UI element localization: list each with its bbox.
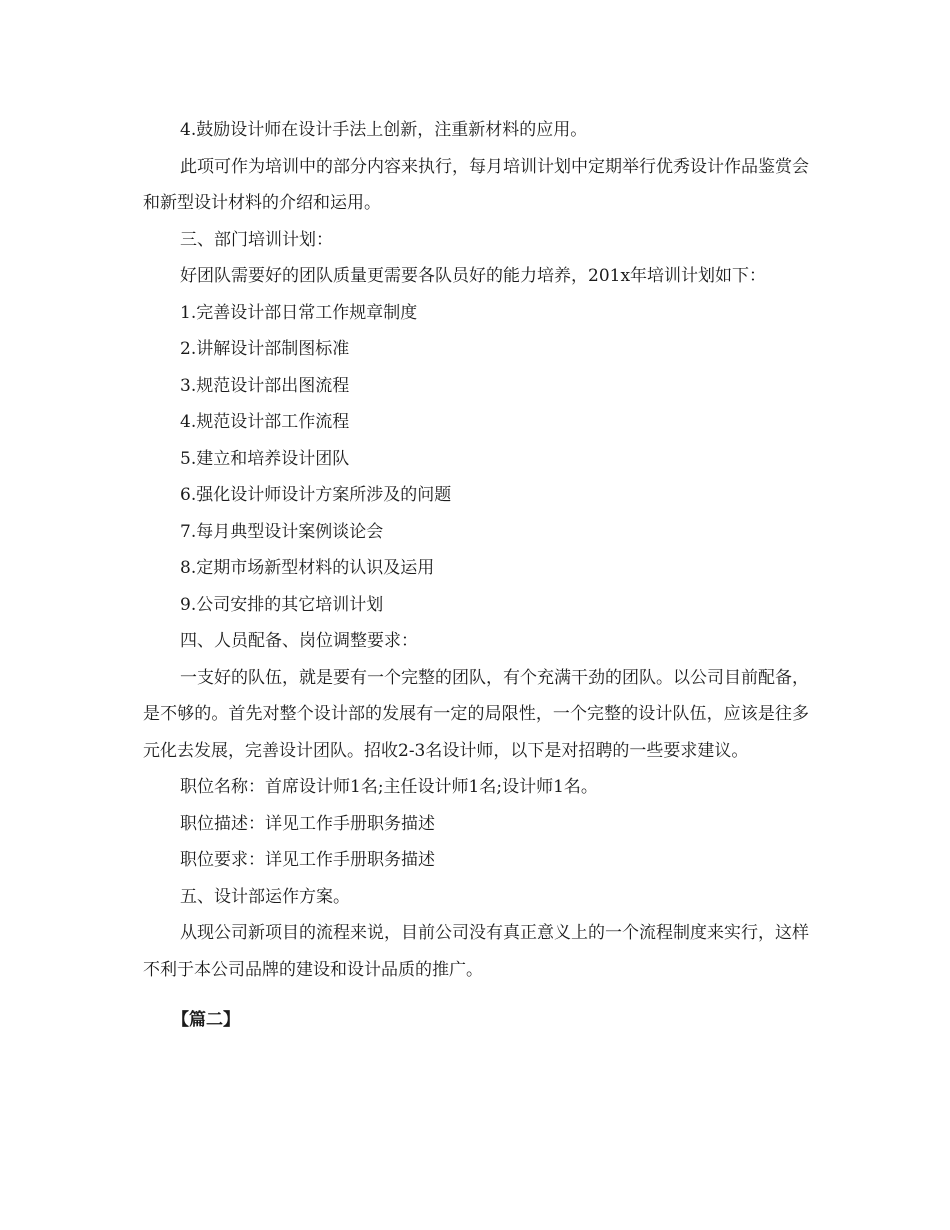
list-item-4-encourage-innovation: 4.鼓励设计师在设计手法上创新，注重新材料的应用。 [180,120,588,140]
paragraph-team-training: 好团队需要好的团队质量更需要各队员好的能力培养，201x年培训计划如下： [180,266,767,286]
section-heading-4-staffing: 四、人员配备、岗位调整要求： [180,631,418,651]
list-item-5: 5.建立和培养设计团队 [180,448,350,469]
list-item-2: 2.讲解设计部制图标准 [180,339,350,359]
section-heading-3-training-plan: 三、部门培训计划： [180,229,333,250]
list-item-9: 9.公司安排的其它培训计划 [180,594,384,615]
list-item-8: 8.定期市场新型材料的认识及运用 [180,558,435,578]
list-item-7: 7.每月典型设计案例谈论会 [180,521,384,542]
paragraph-process-note: 从现公司新项目的流程来说，目前公司没有真正意义上的一个流程制度来实行，这样不利于本公司品牌的建设和设计品质的推广。 [143,923,809,980]
paragraph-position-requirement: 职位要求：详见工作手册职务描述 [180,850,435,870]
document-body [143,112,809,1039]
section-marker-part-two: 【篇二】 [172,1010,240,1030]
paragraph-team-building: 一支好的队伍，就是要有一个完整的团队，有个充满干劲的团队。以公司目前配备，是不够的。首先对整个设计部的发展有一定的局限性，一个完整的设计队伍，应该是往多元化去发展，完善设计团队。招收2-3名设计师，以下是对招聘的一些要求建议。 [143,667,809,761]
section-heading-5-operation-plan: 五、设计部运作方案。 [180,886,350,907]
list-item-4: 4.规范设计部工作流程 [180,412,350,432]
paragraph-position-name: 职位名称：首席设计师1名;主任设计师1名;设计师1名。 [180,777,598,797]
paragraph-training-content: 此项可作为培训中的部分内容来执行，每月培训计划中定期举行优秀设计作品鉴赏会和新型设计材料的介绍和运用。 [143,156,809,213]
paragraph-position-description: 职位描述：详见工作手册职务描述 [180,813,435,834]
list-item-6: 6.强化设计师设计方案所涉及的问题 [180,485,452,505]
list-item-3: 3.规范设计部出图流程 [180,375,350,396]
list-item-1: 1.完善设计部日常工作规章制度 [180,302,418,323]
